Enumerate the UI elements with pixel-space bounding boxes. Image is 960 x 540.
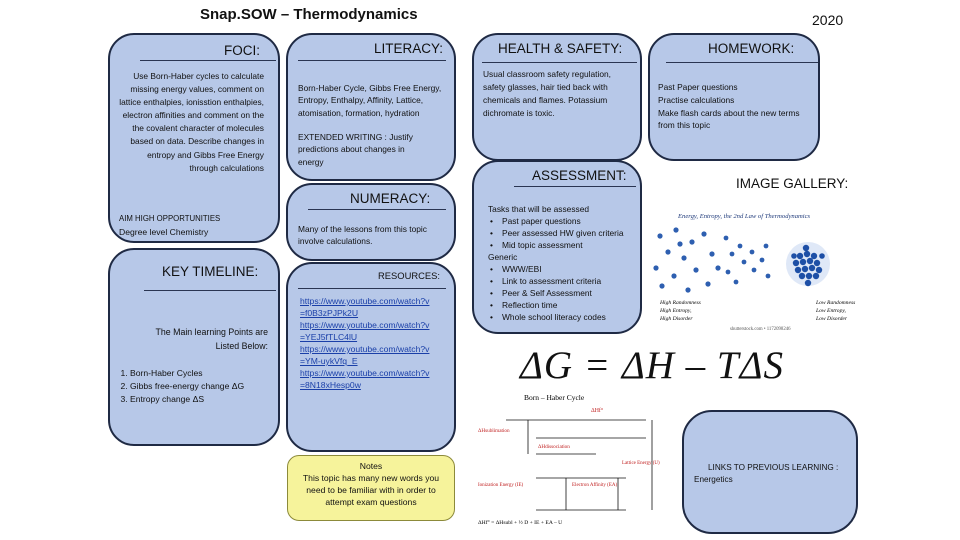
numeracy-body: Many of the lessons from this topic involve calculations. [298, 224, 427, 247]
low-right-1: Low Randomness [816, 300, 856, 306]
resources-divider [298, 288, 446, 289]
image-credit: shutterstock.com • 1172098246 [730, 327, 791, 332]
list-item: • Reflection time [502, 299, 638, 311]
list-item: 2. Gibbs free-energy change ΔG [130, 380, 266, 393]
list-item: • Peer assessed HW given criteria [502, 227, 638, 239]
low-right-3: Low Disorder [816, 316, 848, 322]
bh-affinity: Electron Affinity (EA) [572, 483, 618, 488]
notes-title: Notes [359, 461, 383, 471]
bh-formation: ΔHf° [591, 408, 604, 414]
foci-title: FOCI: [224, 43, 260, 58]
assessment-generic-list [488, 263, 638, 323]
born-haber-diagram [476, 390, 676, 530]
links-value: Energetics [694, 475, 733, 484]
low-left-3: High Disorder [660, 316, 693, 322]
literacy-body: Born-Haber Cycle, Gibbs Free Energy, Entropy, Enthalpy, Affinity, Lattice, atomisation, formation, hydration [298, 83, 442, 118]
list-item: • Past paper questions [502, 215, 638, 227]
list-item: • Peer & Self Assessment [502, 287, 638, 299]
foci-aim-text: Degree level Chemistry [119, 227, 209, 237]
health-safety-card [472, 33, 642, 161]
assessment-tasks [488, 215, 638, 251]
assessment-intro: Tasks that will be assessed [488, 204, 590, 214]
literacy-title: LITERACY: [374, 41, 444, 56]
resource-link[interactable]: https://www.youtube.com/watch?v=YEJ5fTLC4lU [300, 320, 430, 342]
born-haber-title: Born – Haber Cycle [524, 393, 585, 402]
foci-card [108, 33, 280, 243]
page-title: Snap.SOW – Thermodynamics [200, 6, 418, 23]
bh-ionisation: Ionization Energy (IE) [478, 483, 524, 488]
links-card [682, 410, 858, 534]
homework-item: Past Paper questions [658, 82, 738, 92]
homework-title: HOMEWORK: [708, 41, 795, 56]
bh-dissociation: ΔHdissociation [538, 444, 570, 450]
foci-body: Use Born-Haber cycles to calculate missing energy values, comment on lattice enthalpies, ionisstion enthalpies, electron affinities and comment on the the covalent character of molecules based on data. Describe changes in entropy and Gibbs Free Energy through calculations [119, 71, 264, 173]
homework-card [648, 33, 820, 161]
resources-links [300, 295, 432, 391]
timeline-items [116, 367, 266, 407]
resource-link[interactable]: https://www.youtube.com/watch?v=f0B3zPJPk2U [300, 296, 430, 318]
list-item: • WWW/EBI [502, 263, 638, 275]
homework-item: Make flash cards about the new terms from this topic [658, 108, 800, 131]
low-left-1: High Randomness [660, 300, 701, 306]
assessment-title: ASSESSMENT: [532, 168, 627, 183]
entropy-image [648, 206, 860, 334]
low-right-2: Low Entropy, [816, 308, 846, 314]
list-item: • Mid topic assessment [502, 239, 638, 251]
notes-card [287, 455, 455, 521]
homework-item: Practise calculations [658, 95, 735, 105]
homework-divider [666, 62, 818, 63]
numeracy-divider [308, 209, 446, 210]
numeracy-card [286, 183, 456, 261]
bh-bottom: ΔHf° = ΔHsubl + ½ D + IE + EA – U [478, 520, 563, 526]
timeline-list [116, 367, 266, 407]
low-left-2: High Entropy, [660, 308, 692, 314]
list-item: • Link to assessment criteria [502, 275, 638, 287]
health-safety-divider [482, 62, 637, 63]
foci-aim-label: AIM HIGH OPPORTUNITIES [119, 214, 221, 223]
resources-card [286, 262, 456, 452]
entropy-illustration [648, 206, 860, 334]
list-item: • Whole school literacy codes [502, 311, 638, 323]
literacy-extended: EXTENDED WRITING : Justify predictions about changes in energy [298, 132, 413, 167]
year-label: 2020 [812, 12, 844, 28]
resource-link[interactable]: https://www.youtube.com/watch?v=YM-uykVfq_E [300, 344, 430, 366]
assessment-list [488, 203, 638, 323]
foci-divider [140, 60, 276, 61]
entropy-banner: Energy, Entropy, the 2nd Law of Thermodynamics [678, 213, 811, 220]
resources-title: RESOURCES: [378, 270, 440, 281]
list-item: 1. Born-Haber Cycles [130, 367, 266, 380]
timeline-divider [144, 290, 276, 291]
timeline-title: KEY TIMELINE: [162, 264, 259, 279]
health-safety-title: HEALTH & SAFETY: [498, 41, 623, 56]
links-label: LINKS TO PREVIOUS LEARNING : [708, 463, 839, 472]
numeracy-title: NUMERACY: [350, 191, 431, 206]
timeline-intro: The Main learning Points are Listed Below: [155, 327, 268, 351]
gibbs-equation: ΔG = ΔH – TΔS [520, 344, 785, 387]
resource-link[interactable]: https://www.youtube.com/watch?v=8N18xHesp0w [300, 368, 430, 390]
notes-body: This topic has many new words you need to be familiar with in order to attempt exam questions [302, 473, 440, 507]
assessment-generic: Generic [488, 252, 518, 262]
health-safety-body: Usual classroom safety regulation, safety glasses, hair tied back with chemicals and flames. Potassium dichromate is toxic. [483, 69, 612, 118]
born-haber-svg [476, 390, 676, 530]
assessment-card [472, 160, 642, 334]
literacy-card [286, 33, 456, 181]
image-gallery-title: IMAGE GALLERY: [736, 176, 849, 191]
key-timeline-card [108, 248, 280, 446]
list-item: 3. Entropy change ΔS [130, 393, 266, 406]
literacy-divider [298, 60, 446, 61]
bh-sublimation: ΔHsublimation [478, 428, 510, 434]
assessment-divider [514, 186, 636, 187]
bh-lattice: Lattice Energy (U) [622, 461, 660, 466]
